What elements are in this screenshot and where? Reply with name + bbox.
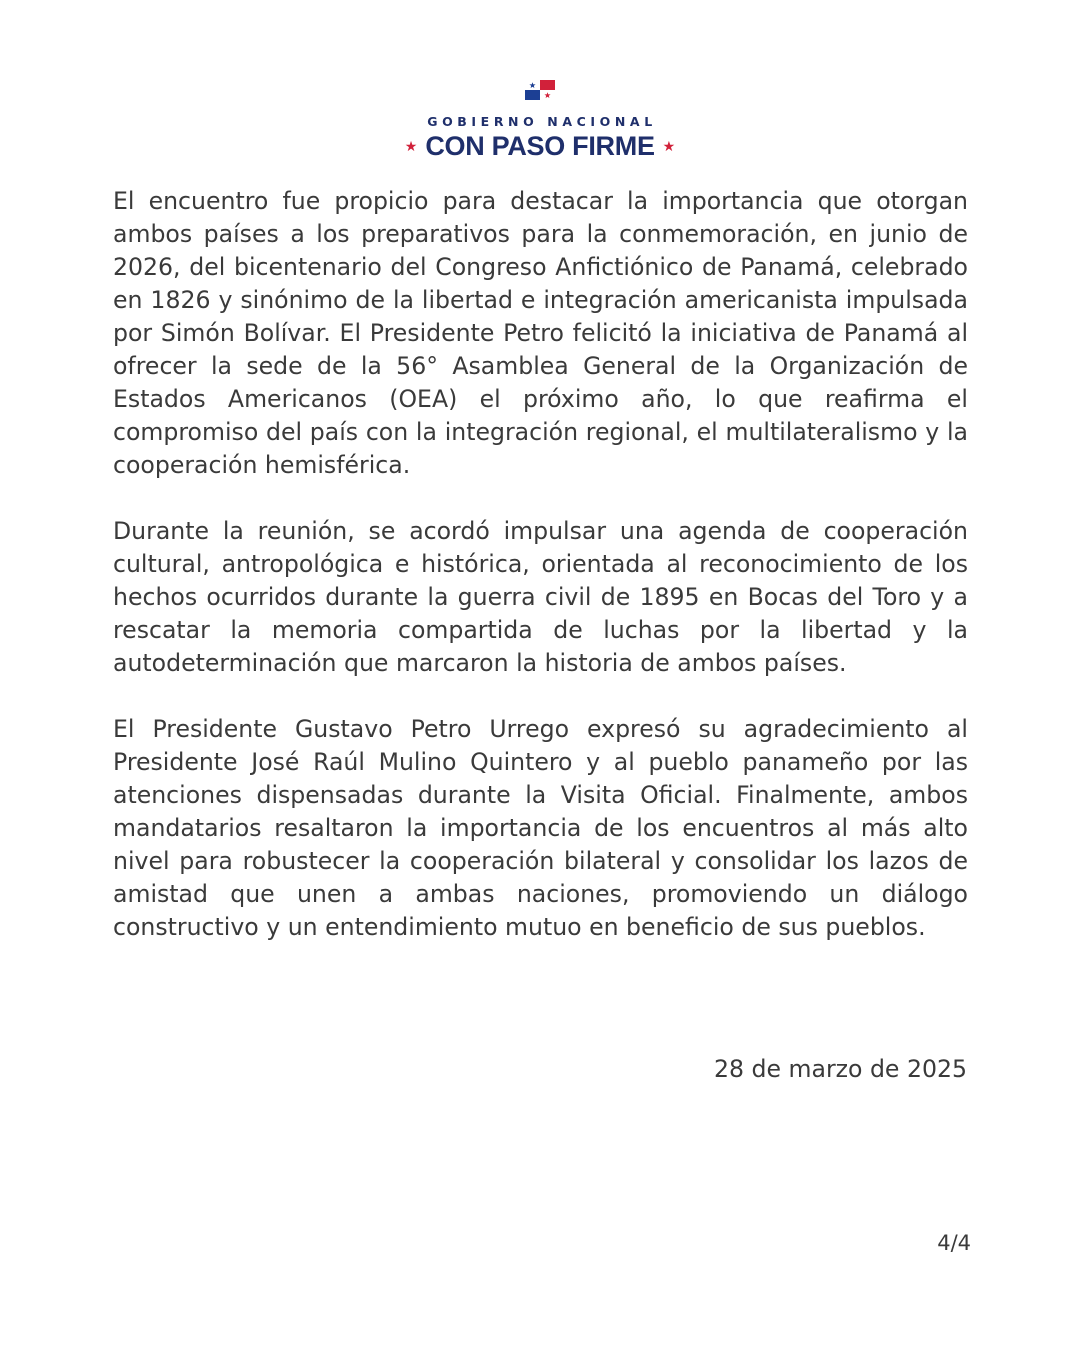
star-icon: ★ (404, 138, 418, 155)
document-body (113, 185, 968, 977)
government-title: GOBIERNO NACIONAL (427, 114, 657, 129)
header-logo (0, 80, 1080, 162)
page-indicator: 4/4 (937, 1231, 971, 1255)
paragraph: Durante la reunión, se acordó impulsar una agenda de cooperación cultural, antropológica e histórica, orientada al reconocimiento de los hechos ocurridos durante la guerra civil de 1895 en Bocas del Toro y a rescatar la memoria compartida de luchas por la libertad y la autodeterminación que marcaron la historia de ambos países. (113, 517, 968, 677)
paragraph: El Presidente Gustavo Petro Urrego expresó su agradecimiento al Presidente José Raúl Mulino Quintero y al pueblo panameño por las atenciones dispensadas durante la Visita Oficial. Finalmente, ambos mandatarios resaltaron la importancia de los encuentros al más alto nivel para robustecer la cooperación bilateral y consolidar los lazos de amistad que unen a ambas naciones, promoviendo un diálogo constructivo y un entendimiento mutuo en beneficio de sus pueblos. (113, 715, 968, 941)
paragraph: El encuentro fue propicio para destacar la importancia que otorgan ambos países a los preparativos para la conmemoración, en junio de 2026, del bicentenario del Congreso Anfictiónico de Panamá, celebrado en 1826 y sinónimo de la libertad e integración americanista impulsada por Simón Bolívar. El Presidente Petro felicitó la iniciativa de Panamá al ofrecer la sede de la 56° Asamblea General de la Organización de Estados Americanos (OEA) el próximo año, lo que reafirma el compromiso del país con la integración regional, el multilateralismo y la cooperación hemisférica. (113, 187, 968, 479)
star-icon: ★ (662, 138, 676, 155)
document-date: 28 de marzo de 2025 (713, 1055, 967, 1083)
panama-flag-icon (525, 80, 555, 100)
slogan-text: CON PASO FIRME (425, 131, 655, 161)
slogan-row (0, 131, 1080, 162)
